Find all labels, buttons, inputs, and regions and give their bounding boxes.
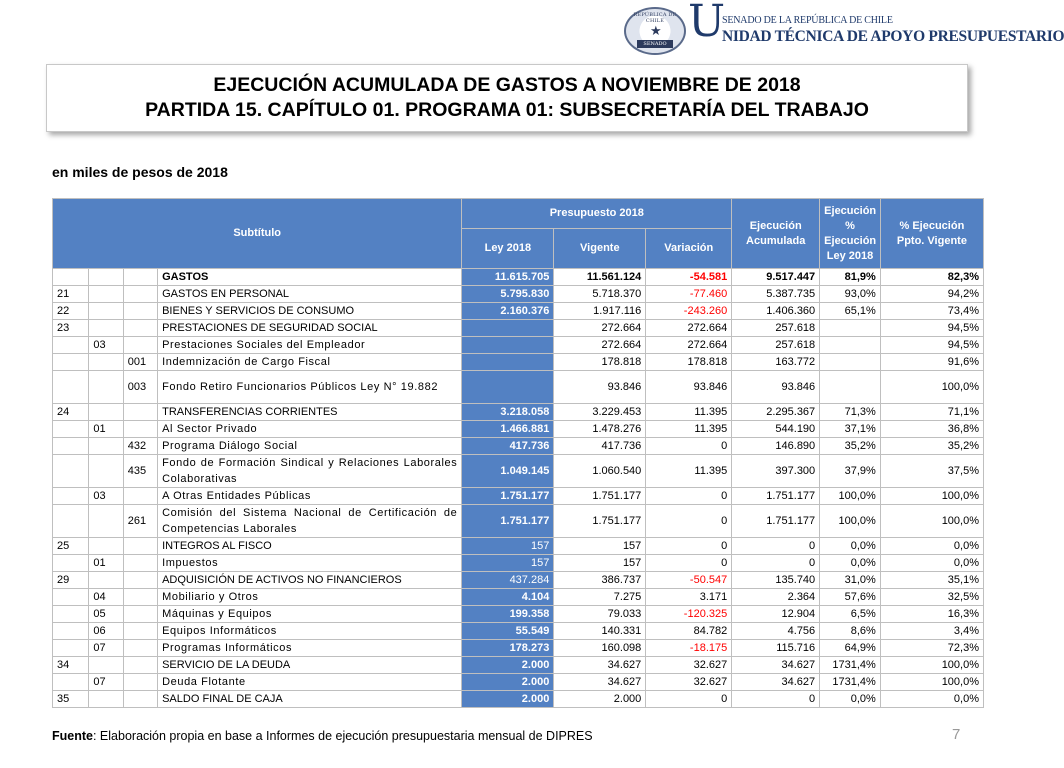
cell-variacion: -54.581 [646,269,732,286]
cell-asignacion: 261 [123,505,157,538]
cell-subtitulo [53,640,89,657]
cell-ejecucion: 1.751.177 [732,505,820,538]
cell-ley: 157 [462,555,554,572]
cell-ejecucion: 163.772 [732,354,820,371]
table-row [53,674,984,691]
cell-ejecucion: 0 [732,538,820,555]
cell-pct-vigente: 35,1% [880,572,983,589]
cell-ley: 55.549 [462,623,554,640]
logo-initial: U [688,0,726,47]
header-vigente: Vigente [554,229,646,269]
header-pct-vigente: % Ejecución Ppto. Vigente [880,199,983,269]
cell-item: 05 [89,606,123,623]
cell-pct-ley [820,354,881,371]
cell-vigente: 2.000 [554,691,646,708]
header-subtitulo: Subtítulo [53,199,462,269]
header-variacion: Variación [646,229,732,269]
cell-vigente: 178.818 [554,354,646,371]
cell-ejecucion: 34.627 [732,674,820,691]
cell-pct-ley: 57,6% [820,589,881,606]
cell-vigente: 160.098 [554,640,646,657]
cell-variacion: -18.175 [646,640,732,657]
cell-variacion: 32.627 [646,674,732,691]
cell-item [89,657,123,674]
cell-vigente: 386.737 [554,572,646,589]
cell-subtitulo: 35 [53,691,89,708]
cell-variacion: 32.627 [646,657,732,674]
seal-band-text: SENADO [637,40,673,48]
cell-subtitulo [53,488,89,505]
cell-vigente: 7.275 [554,589,646,606]
seal-star-icon: ★ [650,23,662,38]
cell-asignacion: 435 [123,455,157,488]
source-label: Fuente [52,729,93,743]
cell-item [89,269,123,286]
cell-asignacion [123,269,157,286]
cell-variacion: 272.664 [646,337,732,354]
cell-ley: 199.358 [462,606,554,623]
cell-asignacion [123,555,157,572]
cell-subtitulo [53,455,89,488]
cell-variacion: -120.325 [646,606,732,623]
cell-asignacion: 432 [123,438,157,455]
page-number: 7 [952,726,961,743]
cell-description: INTEGROS AL FISCO [158,538,462,555]
cell-variacion: 0 [646,438,732,455]
cell-description: BIENES Y SERVICIOS DE CONSUMO [158,303,462,320]
cell-asignacion [123,589,157,606]
cell-variacion: 3.171 [646,589,732,606]
cell-vigente: 11.561.124 [554,269,646,286]
cell-variacion: 11.395 [646,404,732,421]
cell-pct-vigente: 32,5% [880,589,983,606]
cell-pct-vigente: 0,0% [880,691,983,708]
title-box [46,64,968,132]
cell-description: PRESTACIONES DE SEGURIDAD SOCIAL [158,320,462,337]
cell-pct-vigente: 37,5% [880,455,983,488]
cell-item [89,354,123,371]
cell-pct-vigente: 16,3% [880,606,983,623]
cell-subtitulo [53,354,89,371]
cell-item [89,691,123,708]
cell-pct-ley: 0,0% [820,555,881,572]
cell-pct-ley: 31,0% [820,572,881,589]
cell-description: Comisión del Sistema Nacional de Certificación de Competencias Laborales [158,505,462,538]
cell-ejecucion: 9.517.447 [732,269,820,286]
table-row [53,269,984,286]
cell-subtitulo [53,421,89,438]
cell-pct-vigente: 100,0% [880,505,983,538]
cell-variacion: -243.260 [646,303,732,320]
cell-pct-ley: 1731,4% [820,657,881,674]
table-row [53,505,984,538]
cell-pct-vigente: 0,0% [880,538,983,555]
cell-description: TRANSFERENCIAS CORRIENTES [158,404,462,421]
cell-vigente: 157 [554,555,646,572]
cell-ley: 2.160.376 [462,303,554,320]
cell-ley: 2.000 [462,657,554,674]
cell-description: Prestaciones Sociales del Empleador [158,337,462,354]
cell-pct-ley: 100,0% [820,505,881,538]
cell-vigente: 272.664 [554,337,646,354]
cell-pct-ley: 37,9% [820,455,881,488]
header-presupuesto: Presupuesto 2018 [462,199,732,229]
cell-ley: 1.049.145 [462,455,554,488]
cell-ejecucion: 2.364 [732,589,820,606]
table-row [53,337,984,354]
cell-pct-vigente: 100,0% [880,488,983,505]
cell-item [89,404,123,421]
cell-subtitulo [53,555,89,572]
cell-item: 03 [89,488,123,505]
cell-description: Al Sector Privado [158,421,462,438]
cell-asignacion: 001 [123,354,157,371]
cell-vigente: 93.846 [554,371,646,404]
cell-ley [462,320,554,337]
cell-pct-ley [820,320,881,337]
cell-ejecucion: 0 [732,555,820,572]
table-row [53,606,984,623]
cell-ley: 2.000 [462,674,554,691]
cell-description: Deuda Flotante [158,674,462,691]
cell-variacion: 93.846 [646,371,732,404]
cell-ejecucion: 34.627 [732,657,820,674]
cell-variacion: 272.664 [646,320,732,337]
cell-pct-ley: 93,0% [820,286,881,303]
cell-asignacion [123,303,157,320]
cell-ejecucion: 2.295.367 [732,404,820,421]
cell-subtitulo [53,606,89,623]
cell-subtitulo [53,438,89,455]
budget-table-body [53,269,984,708]
header-ley: Ley 2018 [462,229,554,269]
cell-asignacion [123,421,157,438]
header-ejecucion-acumulada: Ejecución Acumulada [732,199,820,269]
cell-pct-vigente: 72,3% [880,640,983,657]
cell-pct-vigente: 3,4% [880,623,983,640]
header-pct-ley: Ejecución % Ejecución Ley 2018 [820,199,881,269]
cell-item [89,286,123,303]
cell-vigente: 34.627 [554,657,646,674]
cell-subtitulo: 23 [53,320,89,337]
cell-vigente: 1.917.116 [554,303,646,320]
cell-item [89,438,123,455]
table-row [53,286,984,303]
cell-asignacion [123,320,157,337]
cell-description: Fondo Retiro Funcionarios Públicos Ley N° 19.882 [158,371,462,404]
unit-name: NIDAD TÉCNICA DE APOYO PRESUPUESTARIO [722,28,1064,45]
cell-pct-ley: 65,1% [820,303,881,320]
senado-seal-icon [624,7,686,55]
units-note: en miles de pesos de 2018 [52,164,228,180]
cell-description: A Otras Entidades Públicas [158,488,462,505]
cell-ley: 3.218.058 [462,404,554,421]
cell-pct-ley: 37,1% [820,421,881,438]
cell-pct-vigente: 73,4% [880,303,983,320]
table-row [53,404,984,421]
table-row [53,455,984,488]
cell-variacion: 0 [646,538,732,555]
cell-pct-vigente: 91,6% [880,354,983,371]
table-row [53,303,984,320]
cell-ejecucion: 397.300 [732,455,820,488]
cell-vigente: 157 [554,538,646,555]
cell-item: 01 [89,421,123,438]
cell-description: SERVICIO DE LA DEUDA [158,657,462,674]
cell-vigente: 3.229.453 [554,404,646,421]
cell-subtitulo [53,269,89,286]
cell-pct-ley: 81,9% [820,269,881,286]
cell-asignacion [123,286,157,303]
table-row [53,657,984,674]
cell-pct-vigente: 100,0% [880,674,983,691]
cell-ejecucion: 12.904 [732,606,820,623]
table-row [53,354,984,371]
cell-asignacion [123,404,157,421]
cell-pct-ley: 71,3% [820,404,881,421]
cell-ejecucion: 146.890 [732,438,820,455]
table-row [53,555,984,572]
cell-ley [462,371,554,404]
cell-description: Indemnización de Cargo Fiscal [158,354,462,371]
cell-ley: 178.273 [462,640,554,657]
cell-item: 03 [89,337,123,354]
cell-ley: 1.751.177 [462,505,554,538]
cell-variacion: 0 [646,505,732,538]
cell-ley [462,354,554,371]
cell-subtitulo: 29 [53,572,89,589]
cell-pct-ley: 8,6% [820,623,881,640]
cell-ejecucion: 544.190 [732,421,820,438]
cell-subtitulo: 22 [53,303,89,320]
cell-pct-ley: 0,0% [820,691,881,708]
cell-pct-ley [820,371,881,404]
cell-pct-ley: 1731,4% [820,674,881,691]
cell-description: Mobiliario y Otros [158,589,462,606]
cell-item: 07 [89,640,123,657]
cell-vigente: 1.751.177 [554,505,646,538]
cell-item [89,455,123,488]
cell-subtitulo [53,505,89,538]
cell-variacion: -77.460 [646,286,732,303]
cell-ejecucion: 5.387.735 [732,286,820,303]
cell-description: Máquinas y Equipos [158,606,462,623]
cell-vigente: 34.627 [554,674,646,691]
table-row [53,438,984,455]
cell-vigente: 1.060.540 [554,455,646,488]
cell-variacion: -50.547 [646,572,732,589]
cell-asignacion [123,691,157,708]
cell-description: Impuestos [158,555,462,572]
cell-variacion: 0 [646,555,732,572]
cell-ley: 417.736 [462,438,554,455]
cell-subtitulo [53,674,89,691]
cell-asignacion [123,572,157,589]
cell-pct-vigente: 71,1% [880,404,983,421]
cell-item: 01 [89,555,123,572]
cell-subtitulo [53,371,89,404]
cell-ejecucion: 0 [732,691,820,708]
cell-item: 06 [89,623,123,640]
cell-item [89,538,123,555]
cell-subtitulo: 21 [53,286,89,303]
cell-asignacion: 003 [123,371,157,404]
cell-pct-vigente: 94,2% [880,286,983,303]
cell-ley: 4.104 [462,589,554,606]
cell-item [89,320,123,337]
cell-pct-ley: 100,0% [820,488,881,505]
cell-subtitulo [53,623,89,640]
cell-ley: 2.000 [462,691,554,708]
cell-description: Equipos Informáticos [158,623,462,640]
cell-vigente: 1.478.276 [554,421,646,438]
cell-ley [462,337,554,354]
cell-pct-ley: 64,9% [820,640,881,657]
cell-variacion: 11.395 [646,455,732,488]
cell-description: GASTOS EN PERSONAL [158,286,462,303]
cell-pct-vigente: 82,3% [880,269,983,286]
cell-vigente: 5.718.370 [554,286,646,303]
cell-pct-ley: 6,5% [820,606,881,623]
cell-pct-vigente: 94,5% [880,320,983,337]
cell-item [89,371,123,404]
cell-asignacion [123,657,157,674]
cell-item [89,303,123,320]
cell-description: Programa Diálogo Social [158,438,462,455]
cell-item [89,572,123,589]
title-line-2: PARTIDA 15. CAPÍTULO 01. PROGRAMA 01: SUBSECRETARÍA DEL TRABAJO [145,99,869,121]
cell-asignacion [123,640,157,657]
cell-ejecucion: 257.618 [732,320,820,337]
cell-vigente: 417.736 [554,438,646,455]
cell-description: GASTOS [158,269,462,286]
cell-variacion: 0 [646,488,732,505]
source-text: : Elaboración propia en base a Informes de ejecución presupuestaria mensual de DIPRES [92,729,593,743]
title-line-1: EJECUCIÓN ACUMULADA DE GASTOS A NOVIEMBRE DE 2018 [213,74,801,96]
table-row [53,623,984,640]
table-row [53,572,984,589]
cell-subtitulo [53,337,89,354]
cell-subtitulo: 24 [53,404,89,421]
cell-description: ADQUISICIÓN DE ACTIVOS NO FINANCIEROS [158,572,462,589]
cell-variacion: 11.395 [646,421,732,438]
cell-asignacion [123,606,157,623]
cell-pct-vigente: 36,8% [880,421,983,438]
cell-description: Fondo de Formación Sindical y Relaciones Laborales Colaborativas [158,455,462,488]
cell-vigente: 140.331 [554,623,646,640]
institution-name: SENADO DE LA REPÚBLICA DE CHILE [722,15,893,26]
cell-ley: 157 [462,538,554,555]
cell-ejecucion: 115.716 [732,640,820,657]
cell-subtitulo [53,589,89,606]
cell-vigente: 1.751.177 [554,488,646,505]
cell-ley: 11.615.705 [462,269,554,286]
source-note [52,729,593,743]
cell-ejecucion: 1.751.177 [732,488,820,505]
cell-variacion: 178.818 [646,354,732,371]
cell-asignacion [123,538,157,555]
table-row [53,320,984,337]
cell-description: SALDO FINAL DE CAJA [158,691,462,708]
table-row [53,589,984,606]
cell-ejecucion: 257.618 [732,337,820,354]
budget-table [52,198,984,708]
cell-pct-ley [820,337,881,354]
cell-pct-vigente: 100,0% [880,371,983,404]
table-row [53,640,984,657]
cell-pct-vigente: 100,0% [880,657,983,674]
cell-ejecucion: 135.740 [732,572,820,589]
cell-ley: 437.284 [462,572,554,589]
cell-pct-ley: 0,0% [820,538,881,555]
cell-ley: 1.751.177 [462,488,554,505]
table-row [53,421,984,438]
senado-logo [624,0,1064,56]
cell-pct-ley: 35,2% [820,438,881,455]
cell-asignacion [123,337,157,354]
cell-ejecucion: 1.406.360 [732,303,820,320]
seal-top-text: REPÚBLICA DE CHILE [633,12,677,24]
cell-description: Programas Informáticos [158,640,462,657]
table-row [53,371,984,404]
table-row [53,538,984,555]
cell-asignacion [123,674,157,691]
cell-variacion: 0 [646,691,732,708]
table-row [53,691,984,708]
cell-vigente: 79.033 [554,606,646,623]
cell-asignacion [123,623,157,640]
cell-vigente: 272.664 [554,320,646,337]
cell-pct-vigente: 94,5% [880,337,983,354]
cell-ley: 5.795.830 [462,286,554,303]
cell-pct-vigente: 0,0% [880,555,983,572]
cell-asignacion [123,488,157,505]
cell-item [89,505,123,538]
cell-subtitulo: 25 [53,538,89,555]
table-row [53,488,984,505]
cell-ejecucion: 93.846 [732,371,820,404]
cell-item: 07 [89,674,123,691]
cell-item: 04 [89,589,123,606]
cell-ley: 1.466.881 [462,421,554,438]
cell-ejecucion: 4.756 [732,623,820,640]
cell-subtitulo: 34 [53,657,89,674]
cell-variacion: 84.782 [646,623,732,640]
cell-pct-vigente: 35,2% [880,438,983,455]
